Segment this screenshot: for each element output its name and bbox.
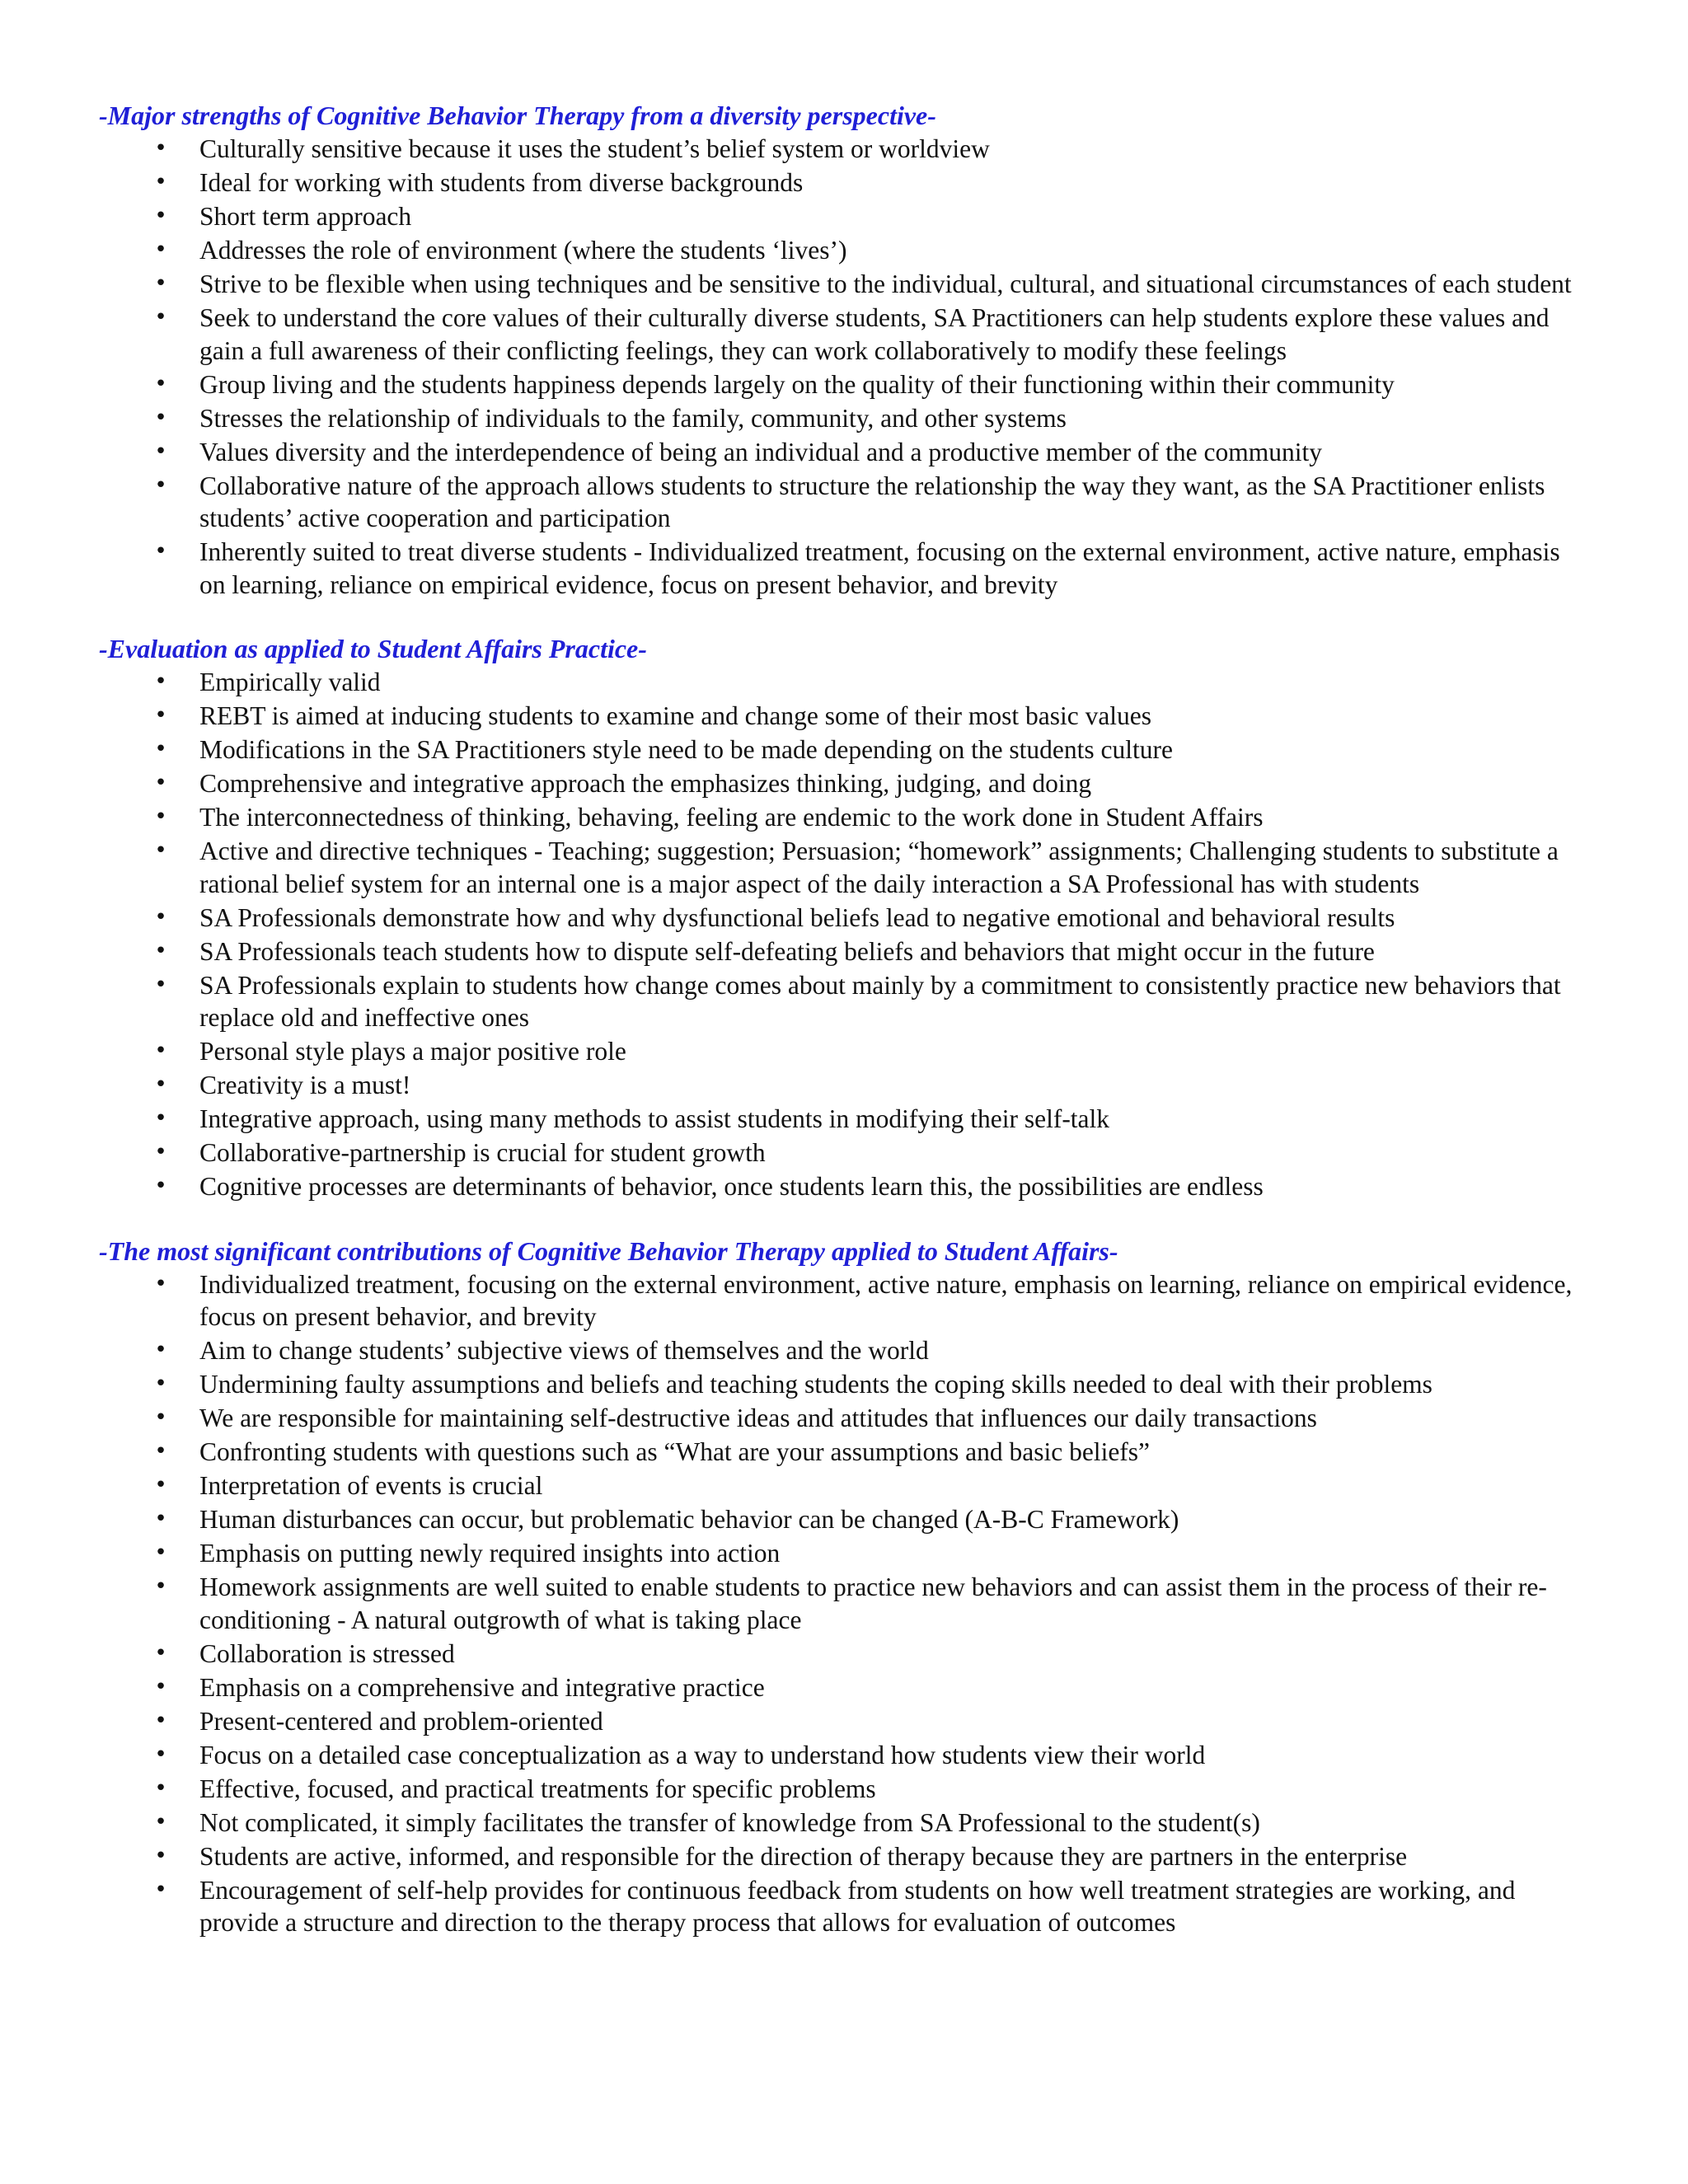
bullet-icon: • <box>154 305 167 330</box>
bullet-icon: • <box>154 1338 167 1362</box>
list-item-text: Cognitive processes are determinants of behavior, once students learn this, the possibilities are endless <box>199 1172 1264 1201</box>
bullet-icon: • <box>154 1741 167 1767</box>
bullet-icon: • <box>154 136 167 161</box>
list-item <box>99 1840 1589 1873</box>
list-item-text: Encouragement of self-help provides for continuous feedback from students on how well treatment strategies are working, and provide a structure and direction to the therapy process that allows for evaluation of outcomes <box>199 1875 1516 1937</box>
list-item <box>99 402 1589 435</box>
bullet-icon: • <box>154 472 167 498</box>
list-item-text: Short term approach <box>199 202 412 231</box>
bullet-icon: • <box>154 804 167 829</box>
list-item-text: Empirically valid <box>199 668 381 696</box>
bullet-icon: • <box>154 669 167 694</box>
list-item-text: Seek to understand the core values of their culturally diverse students, SA Practitioners can help students explore these values and gain a full awareness of their conflicting feelings, they can work collaboratively to modify these feelings <box>199 303 1550 365</box>
list-item <box>99 1469 1589 1502</box>
bullet-icon: • <box>154 1674 167 1699</box>
bullet-icon: • <box>154 1271 167 1296</box>
bullet-icon: • <box>154 972 167 997</box>
list-item <box>99 470 1589 535</box>
list-item-text: Collaborative nature of the approach allows students to structure the relationship the way they want, as the SA Practitioner enlists students’ active cooperation and participation <box>199 471 1545 532</box>
list-item <box>99 1571 1589 1636</box>
bullet-icon: • <box>154 405 167 430</box>
list-item-text: Undermining faulty assumptions and beliefs and teaching students the coping skills needed to deal with their problems <box>199 1370 1432 1399</box>
list-item-text: Confronting students with questions such as “What are your assumptions and basic beliefs” <box>199 1437 1151 1466</box>
bullet-icon: • <box>154 838 167 863</box>
list-item-text: We are responsible for maintaining self-destructive ideas and attitudes that influences our daily transactions <box>199 1404 1317 1432</box>
bullet-icon: • <box>154 1106 167 1131</box>
section-diversity-strengths <box>99 99 1589 601</box>
bullet-icon: • <box>154 1809 167 1835</box>
list-item <box>99 1069 1589 1102</box>
list-item-text: Group living and the students happiness depends largely on the quality of their functioning within their community <box>199 369 1395 399</box>
list-item-text: Ideal for working with students from diverse backgrounds <box>199 168 804 197</box>
bullet-icon: • <box>154 1775 167 1801</box>
bullet-icon: • <box>154 1140 167 1165</box>
bullet-icon: • <box>154 1473 167 1497</box>
list-item <box>99 234 1589 267</box>
bullet-icon: • <box>154 438 167 464</box>
bullet-icon: • <box>154 170 167 194</box>
list-item-text: Homework assignments are well suited to enable students to practice new behaviors and can assist them in the process of their re-conditioning - A natural outgrowth of what is taking place <box>199 1572 1547 1634</box>
list-item <box>99 1368 1589 1401</box>
section-contributions <box>99 1235 1589 1939</box>
bullet-icon: • <box>154 771 167 795</box>
bullet-icon: • <box>154 539 167 564</box>
list-item <box>99 166 1589 199</box>
bullet-icon: • <box>154 1708 167 1733</box>
list-item <box>99 1739 1589 1772</box>
bullet-icon: • <box>154 204 167 228</box>
list-item <box>99 1334 1589 1367</box>
list-item-text: Creativity is a must! <box>199 1071 411 1099</box>
list-item <box>99 969 1589 1034</box>
list-item-text: Collaboration is stressed <box>199 1638 455 1668</box>
list-item <box>99 268 1589 301</box>
list-item <box>99 368 1589 401</box>
section-heading: -Major strengths of Cognitive Behavior Therapy from a diversity perspective- <box>99 101 936 130</box>
list-item-text: Integrative approach, using many methods to assist students in modifying their self-talk <box>199 1104 1110 1133</box>
bullet-icon: • <box>154 1174 167 1198</box>
list-item <box>99 1268 1589 1333</box>
bullet-list <box>99 133 1589 601</box>
list-item-text: Addresses the role of environment (where the students ‘lives’) <box>199 236 847 265</box>
list-item-text: Inherently suited to treat diverse students - Individualized treatment, focusing on the external environment, active nature, emphasis on learning, reliance on empirical evidence, focus on present behavior, and brevity <box>199 537 1560 599</box>
bullet-icon: • <box>154 1574 167 1599</box>
list-item <box>99 1807 1589 1840</box>
list-item-text: Focus on a detailed case conceptualization as a way to understand how students view their world <box>199 1740 1206 1769</box>
list-item <box>99 700 1589 733</box>
section-heading: -The most significant contributions of Cognitive Behavior Therapy applied to Student Affairs- <box>99 1235 1118 1266</box>
list-item <box>99 1436 1589 1469</box>
list-item <box>99 801 1589 834</box>
list-item <box>99 1874 1589 1939</box>
list-item-text: SA Professionals demonstrate how and why dysfunctional beliefs lead to negative emotional and behavioral results <box>199 902 1395 932</box>
list-item-text: The interconnectedness of thinking, behaving, feeling are endemic to the work done in Student Affairs <box>199 803 1264 832</box>
section-evaluation <box>99 632 1589 1203</box>
list-item <box>99 133 1589 166</box>
list-item <box>99 935 1589 968</box>
bullet-icon: • <box>154 1072 167 1097</box>
bullet-icon: • <box>154 1507 167 1531</box>
list-item <box>99 302 1589 367</box>
bullet-icon: • <box>154 1038 167 1063</box>
list-item <box>99 767 1589 800</box>
list-item <box>99 733 1589 766</box>
list-item-text: Values diversity and the interdependence of being an individual and a productive member of the community <box>199 437 1322 466</box>
list-item-text: Human disturbances can occur, but problematic behavior can be changed (A-B-C Framework) <box>199 1505 1179 1534</box>
list-item <box>99 1402 1589 1435</box>
list-item <box>99 1671 1589 1704</box>
bullet-icon: • <box>154 703 167 728</box>
bullet-list <box>99 1268 1589 1939</box>
list-item-text: Not complicated, it simply facilitates the transfer of knowledge from SA Professional to the student(s) <box>199 1807 1260 1837</box>
list-item-text: Emphasis on a comprehensive and integrative practice <box>199 1672 765 1702</box>
bullet-icon: • <box>154 371 167 396</box>
list-item <box>99 1170 1589 1203</box>
list-item-text: Modifications in the SA Practitioners style need to be made depending on the students culture <box>199 735 1174 764</box>
list-item <box>99 1503 1589 1536</box>
list-item <box>99 902 1589 935</box>
list-item-text: Present-centered and problem-oriented <box>199 1706 603 1736</box>
list-item <box>99 536 1589 601</box>
list-item-text: Students are active, informed, and responsible for the direction of therapy because they are partners in the enterprise <box>199 1841 1408 1871</box>
bullet-icon: • <box>154 1877 167 1902</box>
list-item-text: Personal style plays a major positive role <box>199 1037 626 1066</box>
bullet-icon: • <box>154 1439 167 1464</box>
list-item <box>99 436 1589 469</box>
bullet-icon: • <box>154 237 167 262</box>
list-item-text: Interpretation of events is crucial <box>199 1471 543 1500</box>
list-item <box>99 666 1589 699</box>
list-item <box>99 200 1589 233</box>
list-item-text: Aim to change students’ subjective views of themselves and the world <box>199 1336 929 1365</box>
bullet-icon: • <box>154 1640 167 1666</box>
bullet-icon: • <box>154 271 167 296</box>
list-item <box>99 1638 1589 1671</box>
bullet-icon: • <box>154 904 167 930</box>
list-item-text: Culturally sensitive because it uses the student’s belief system or worldview <box>199 134 990 163</box>
list-item-text: Emphasis on putting newly required insights into action <box>199 1539 781 1568</box>
list-item <box>99 1137 1589 1169</box>
list-item-text: Active and directive techniques - Teaching; suggestion; Persuasion; “homework” assignments; Challenging students to substitute a rational belief system for an internal one is a major aspect of the daily interaction a SA Professional has with students <box>199 837 1559 898</box>
list-item <box>99 835 1589 900</box>
bullet-icon: • <box>154 1540 167 1565</box>
bullet-icon: • <box>154 1843 167 1868</box>
list-item-text: Effective, focused, and practical treatments for specific problems <box>199 1774 876 1803</box>
list-item <box>99 1537 1589 1570</box>
list-item <box>99 1705 1589 1738</box>
list-item <box>99 1103 1589 1136</box>
bullet-list <box>99 666 1589 1203</box>
list-item-text: SA Professionals teach students how to dispute self-defeating beliefs and behaviors that might occur in the future <box>199 936 1375 966</box>
list-item-text: Comprehensive and integrative approach the emphasizes thinking, judging, and doing <box>199 769 1092 798</box>
bullet-icon: • <box>154 1405 167 1430</box>
list-item <box>99 1035 1589 1068</box>
list-item-text: SA Professionals explain to students how change comes about mainly by a commitment to consistently practice new behaviors that replace old and ineffective ones <box>199 970 1561 1032</box>
bullet-icon: • <box>154 1371 167 1396</box>
section-heading: -Evaluation as applied to Student Affairs Practice- <box>99 634 647 663</box>
list-item-text: REBT is aimed at inducing students to examine and change some of their most basic values <box>199 701 1152 730</box>
bullet-icon: • <box>154 938 167 963</box>
list-item-text: Collaborative-partnership is crucial for student growth <box>199 1138 766 1167</box>
list-item-text: Individualized treatment, focusing on the external environment, active nature, emphasis on learning, reliance on empirical evidence, focus on present behavior, and brevity <box>199 1269 1573 1331</box>
list-item <box>99 1773 1589 1806</box>
bullet-icon: • <box>154 737 167 762</box>
list-item-text: Strive to be flexible when using techniques and be sensitive to the individual, cultural, and situational circumstances of each student <box>199 269 1572 298</box>
list-item-text: Stresses the relationship of individuals to the family, community, and other systems <box>199 403 1067 433</box>
